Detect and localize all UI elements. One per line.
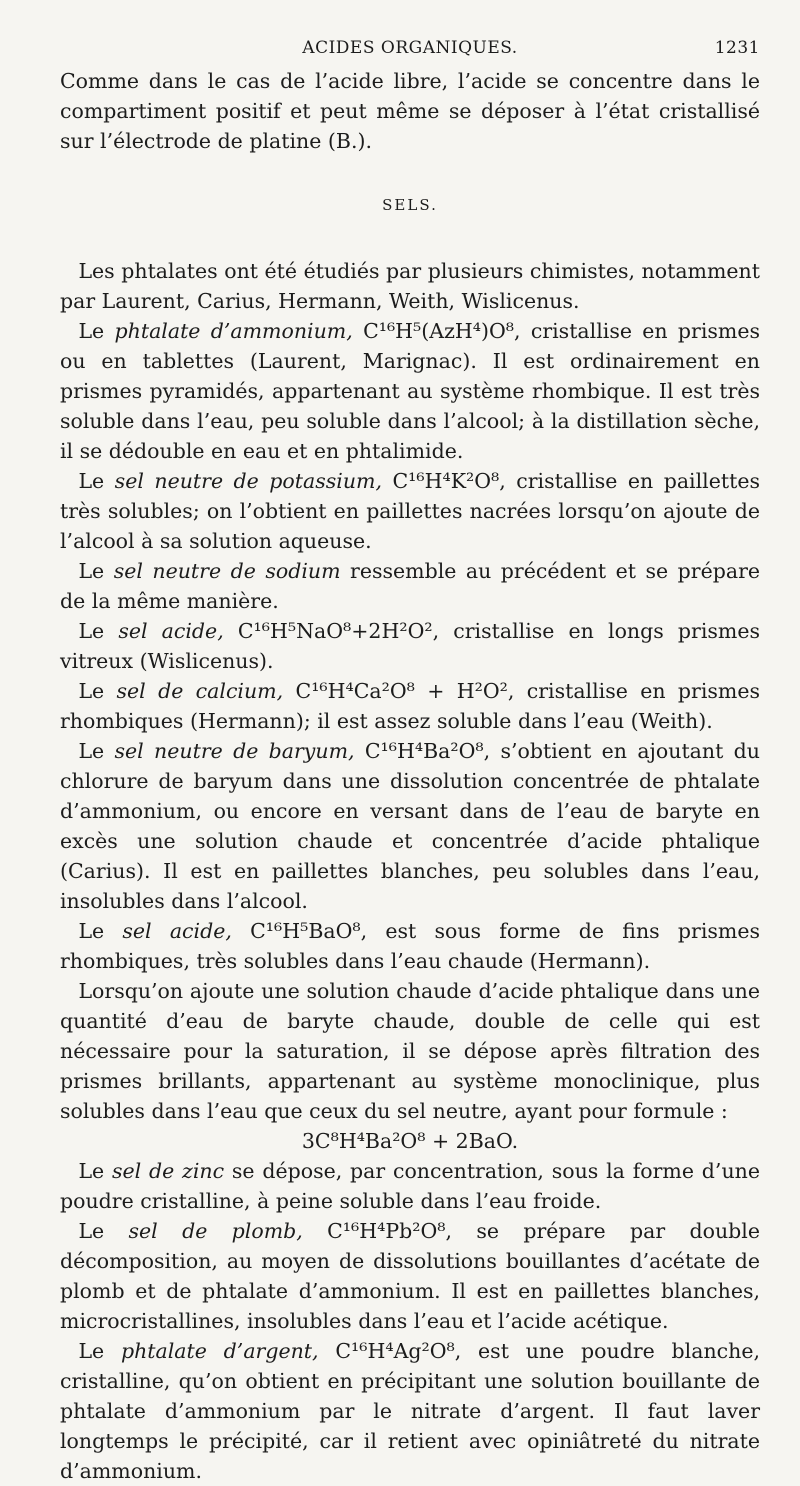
paragraph-body: se dépose, par concentration, sous la forme d’une poudre cristalline, à peine soluble dans l’eau froide.: [60, 1159, 760, 1213]
paragraph: [60, 736, 760, 916]
paragraph-body: se prépare par double décomposition, au moyen de dissolutions bouillantes d’acétate de plomb et de phtalate d’ammonium. Il est en paillettes blanches, microcristallines, insolubles dans l’eau et l’acide acétique.: [60, 1219, 760, 1333]
chemical-formula: C¹⁶H⁵BaO⁸,: [250, 919, 368, 943]
chemical-formula: C¹⁶H⁴Ag²O⁸,: [335, 1339, 462, 1363]
paragraph: [60, 1336, 760, 1486]
paragraph: [60, 616, 760, 676]
chemical-formula: C¹⁶H⁴Ca²O⁸ + H²O²,: [295, 679, 515, 703]
salt-name: sel acide,: [118, 619, 224, 643]
page-number: 1231: [714, 38, 760, 58]
chemical-formula: C¹⁶H⁴Pb²O⁸,: [327, 1219, 453, 1243]
formula-line: 3C⁸H⁴Ba²O⁸ + 2BaO.: [301, 1129, 519, 1153]
running-head: ACIDES ORGANIQUES.: [302, 38, 518, 58]
paragraph: [60, 316, 760, 466]
salt-name: sel acide,: [122, 919, 232, 943]
salt-name: sel neutre de sodium: [113, 559, 341, 583]
paragraph-body: s’obtient en ajoutant du chlorure de baryum dans une dissolution concentrée de phtalate d’ammonium, ou encore en versant dans de l’eau de baryte en excès une solution chaude et concentrée d’acide phtalique (Carius). Il est en paillettes blanches, peu solubles dans l’eau, insolubles dans l’alcool.: [60, 739, 760, 913]
paragraph-lead: Le: [78, 559, 114, 583]
salt-name: sel neutre de potassium,: [114, 469, 382, 493]
salt-name: sel de zinc: [111, 1159, 225, 1183]
paragraph-body: cristallise en longs prismes vitreux (Wislicenus).: [60, 619, 760, 673]
section-title: SELS.: [382, 196, 438, 214]
paragraph-lead: Le: [78, 619, 119, 643]
chemical-formula: C¹⁶H⁴Ba²O⁸,: [364, 739, 491, 763]
paragraph-lead: Le: [78, 679, 117, 703]
salt-name: phtalate d’ammonium,: [114, 319, 353, 343]
paragraph-lead: Le: [78, 1339, 121, 1363]
body-text: [60, 66, 760, 1486]
paragraph-body: cristallise en paillettes très solubles; on l’obtient en paillettes nacrées lorsqu’on ajoute de l’alcool à sa solution aqueuse.: [60, 469, 760, 553]
paragraph-body: est une poudre blanche, cristalline, qu’on obtient en précipitant une solution bouillante de phtalate d’ammonium par le nitrate d’argent. Il faut laver longtemps le précipité, car il retient avec opiniâtreté du nitrate d’ammonium.: [60, 1339, 760, 1483]
paragraph: [60, 1156, 760, 1216]
paragraph: [60, 556, 760, 616]
page-header: [60, 30, 760, 66]
chemical-formula: C¹⁶H⁵NaO⁸+2H²O²,: [237, 619, 440, 643]
paragraph-lead: Le: [78, 469, 115, 493]
paragraph-body: cristallise en prismes rhombiques (Hermann); il est assez soluble dans l’eau (Weith).: [60, 679, 760, 733]
paragraph: [60, 1216, 760, 1336]
salt-name: phtalate d’argent,: [120, 1339, 319, 1363]
paragraph: Les phtalates ont été étudiés par plusieurs chimistes, notamment par Laurent, Carius, Hermann, Weith, Wislicenus.: [60, 259, 760, 313]
salt-name: sel de plomb,: [128, 1219, 303, 1243]
chemical-formula: C¹⁶H⁴K²O⁸,: [392, 469, 506, 493]
salt-name: sel de calcium,: [116, 679, 284, 703]
paragraph-body: cristallise en prismes ou en tablettes (Laurent, Marignac). Il est ordinairement en prismes pyramidés, appartenant au système rhombique. Il est très soluble dans l’eau, peu soluble dans l’alcool; à la distillation sèche, il se dédouble en eau et en phtalimide.: [60, 319, 761, 463]
paragraph-lead: Le: [78, 1159, 112, 1183]
paragraph: [60, 676, 760, 736]
chemical-formula: C¹⁶H⁵(AzH⁴)O⁸,: [363, 319, 521, 343]
paragraph: [60, 466, 760, 556]
paragraph-lead: Le: [78, 1219, 129, 1243]
paragraph-body: est sous forme de fins prismes rhombiques, très solubles dans l’eau chaude (Hermann).: [60, 919, 760, 973]
paragraph-lead: Le: [78, 319, 115, 343]
paragraph: Lorsqu’on ajoute une solution chaude d’acide phtalique dans une quantité d’eau de baryte chaude, double de celle qui est nécessaire pour la saturation, il se dépose après filtration des prismes brillants, appartenant au système monoclinique, plus solubles dans l’eau que ceux du sel neutre, ayant pour formule :: [60, 979, 760, 1123]
paragraph-lead: Le: [78, 739, 115, 763]
salt-name: sel neutre de baryum,: [114, 739, 355, 763]
paragraph-body: ressemble au précédent et se prépare de la même manière.: [60, 559, 761, 613]
paragraph-lead: Le: [78, 919, 123, 943]
intro-paragraph: Comme dans le cas de l’acide libre, l’acide se concentre dans le compartiment positif et peut même se déposer à l’état cristallisé sur l’électrode de platine (B.).: [60, 69, 760, 153]
paragraph: [60, 916, 760, 976]
